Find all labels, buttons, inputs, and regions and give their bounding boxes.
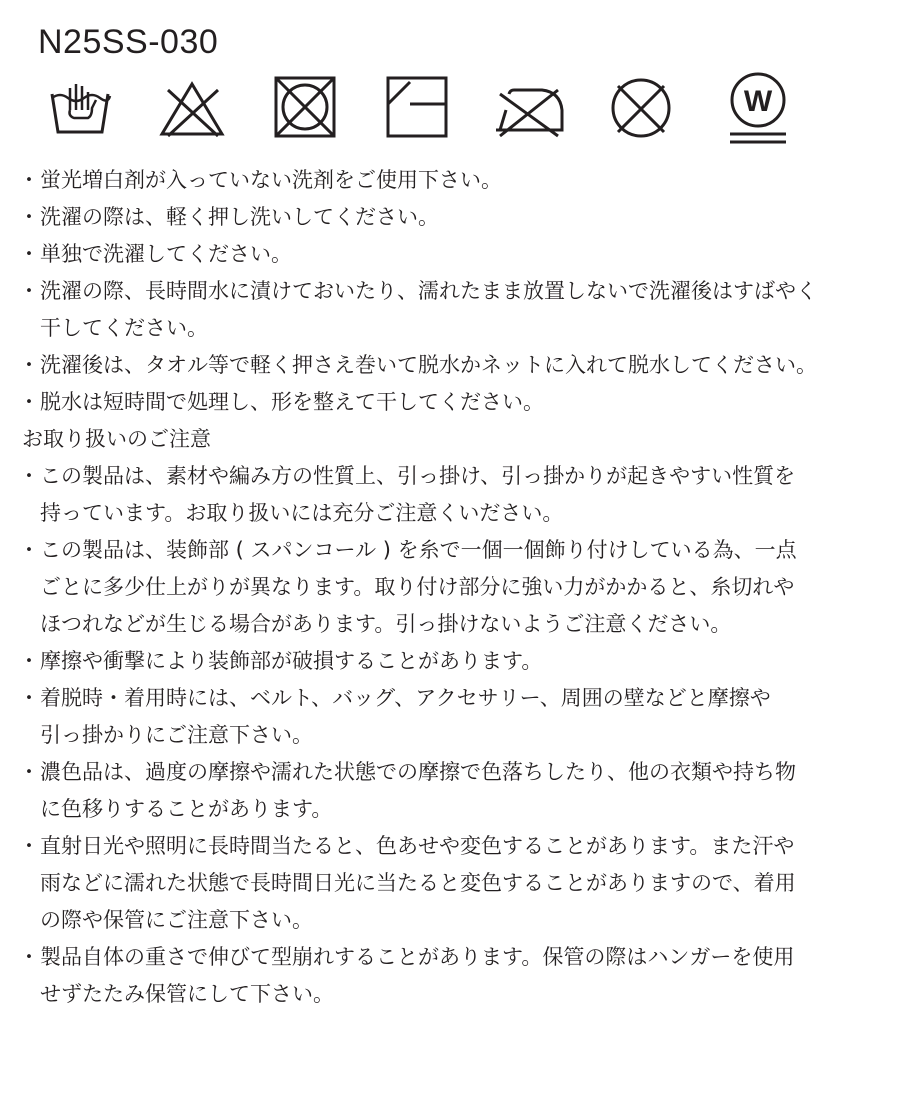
list-item xyxy=(18,680,902,754)
handling-note: 直射日光や照明に長時間当たると、色あせや変色することがあります。また汗や 雨などに濡れた状態で長時間日光に当たると変色することがありますので、着用 の際や保管にご注意下さい。 xyxy=(40,834,796,932)
bullet: ・ xyxy=(18,242,40,266)
handling-note: この製品は、装飾部 ( スパンコール ) を糸で一個一個飾り付けしている為、一点 ごとに多少仕上がりが異なります。取り付け部分に強い力がかかると、糸切れや ほつれなどが生じる場合があります。引っ掛けないようご注意ください。 xyxy=(40,538,797,636)
no-dry-clean-icon xyxy=(604,70,676,142)
bullet: ・ xyxy=(18,686,40,710)
list-item xyxy=(18,939,902,1013)
bullet: ・ xyxy=(18,945,40,969)
care-symbols xyxy=(44,70,804,150)
wash-note: 洗濯後は、タオル等で軽く押さえ巻いて脱水かネットに入れて脱水してください。 xyxy=(40,353,817,377)
no-tumble-dry-icon xyxy=(268,70,340,142)
handling-note: この製品は、素材や編み方の性質上、引っ掛け、引っ掛かりが起きやすい性質を 持っています。お取り扱いには充分ご注意くいださい。 xyxy=(40,464,796,525)
bullet: ・ xyxy=(18,390,40,414)
list-item xyxy=(18,236,902,273)
no-iron-icon xyxy=(492,70,564,142)
wash-note: 蛍光増白剤が入っていない洗剤をご使用下さい。 xyxy=(40,168,502,192)
list-item xyxy=(18,458,902,532)
list-item xyxy=(18,643,902,680)
bullet: ・ xyxy=(18,464,40,488)
handling-note: 濃色品は、過度の摩擦や濡れた状態での摩擦で色落ちしたり、他の衣類や持ち物 に色移りすることがあります。 xyxy=(40,760,796,821)
wet-clean-icon xyxy=(716,70,798,142)
handling-note: 着脱時・着用時には、ベルト、バッグ、アクセサリー、周囲の壁などと摩擦や 引っ掛かりにご注意下さい。 xyxy=(40,686,771,747)
list-item xyxy=(18,162,902,199)
wash-note: 洗濯の際は、軽く押し洗いしてください。 xyxy=(40,205,439,229)
list-item xyxy=(18,347,902,384)
care-instructions xyxy=(18,162,902,1013)
bullet: ・ xyxy=(18,649,40,673)
bullet: ・ xyxy=(18,168,40,192)
bullet: ・ xyxy=(18,353,40,377)
wash-note: 洗濯の際、長時間水に漬けておいたり、濡れたまま放置しないで洗濯後はすばやく 干してください。 xyxy=(40,279,817,340)
list-item xyxy=(18,199,902,236)
handling-heading: お取り扱いのご注意 xyxy=(22,427,211,451)
list-item xyxy=(18,384,902,421)
wash-note: 単独で洗濯してください。 xyxy=(40,242,292,266)
bullet: ・ xyxy=(18,279,40,303)
no-bleach-icon xyxy=(156,70,228,142)
wet-clean-letter: W xyxy=(743,85,773,118)
shade-dry-icon xyxy=(380,70,452,142)
bullet: ・ xyxy=(18,760,40,784)
bullet: ・ xyxy=(18,538,40,562)
hand-wash-icon xyxy=(44,70,116,142)
list-item xyxy=(18,754,902,828)
product-code: N25SS-030 xyxy=(38,23,219,61)
list-item xyxy=(18,273,902,347)
handling-note: 摩擦や衝撃により装飾部が破損することがあります。 xyxy=(40,649,543,673)
wash-note: 脱水は短時間で処理し、形を整えて干してください。 xyxy=(40,390,544,414)
bullet: ・ xyxy=(18,834,40,858)
list-item xyxy=(18,532,902,643)
list-item xyxy=(18,828,902,939)
bullet: ・ xyxy=(18,205,40,229)
handling-note: 製品自体の重さで伸びて型崩れすることがあります。保管の際はハンガーを使用 せずたたみ保管にして下さい。 xyxy=(40,945,795,1006)
